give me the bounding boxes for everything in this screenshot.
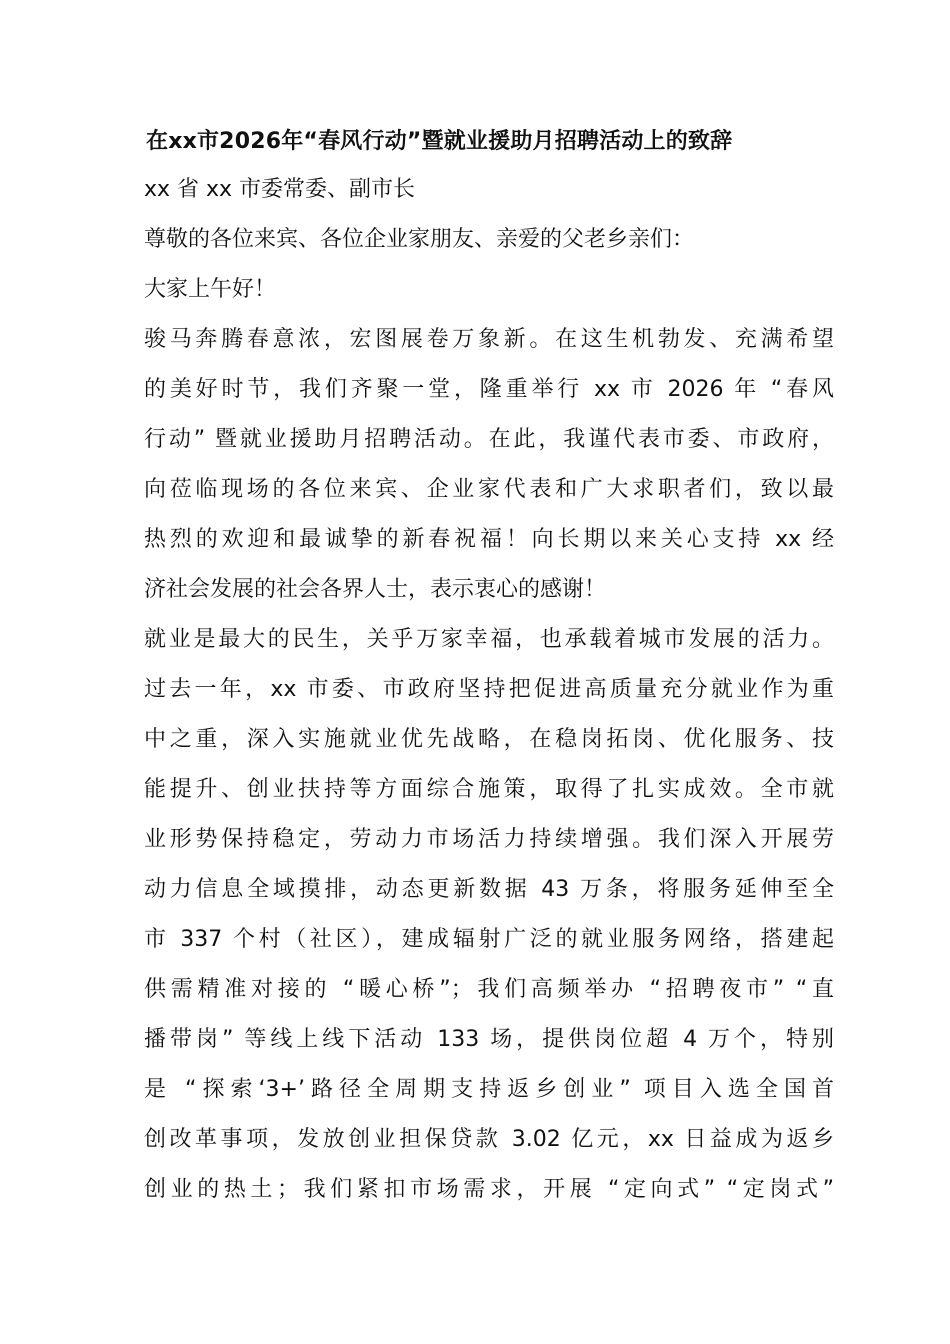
body-line: 创业的热土；我们紧扣市场需求，开展 “定向式” “定岗式”	[144, 1177, 834, 1202]
body-line: 过去一年，xx 市委、市政府坚持把促进高质量充分就业作为重	[144, 677, 834, 702]
document-body	[144, 165, 834, 1215]
body-line: 热烈的欢迎和最诚挚的新春祝福！向长期以来关心支持 xx 经	[144, 527, 834, 552]
body-line: 尊敬的各位来宾、各位企业家朋友、亲爱的父老乡亲们：	[144, 227, 695, 252]
body-line: 就业是最大的民生，关乎万家幸福，也承载着城市发展的活力。	[144, 627, 834, 652]
body-line: 的美好时节，我们齐聚一堂，隆重举行 xx 市 2026 年 “春风	[144, 377, 834, 402]
body-line: 济社会发展的社会各界人士，表示衷心的感谢！	[144, 577, 607, 602]
body-line: 中之重，深入实施就业优先战略，在稳岗拓岗、优化服务、技	[144, 727, 834, 752]
body-line: xx 省 xx 市委常委、副市长	[144, 177, 416, 202]
body-line: 动力信息全域摸排，动态更新数据 43 万条，将服务延伸至全	[144, 877, 834, 902]
body-line: 播带岗” 等线上线下活动 133 场，提供岗位超 4 万个，特别	[144, 1027, 834, 1052]
body-line: 能提升、创业扶持等方面综合施策，取得了扎实成效。全市就	[144, 777, 834, 802]
body-line: 骏马奔腾春意浓，宏图展卷万象新。在这生机勃发、充满希望	[144, 327, 834, 352]
body-line: 创改革事项，发放创业担保贷款 3.02 亿元，xx 日益成为返乡	[144, 1127, 834, 1152]
body-line: 大家上午好！	[144, 277, 277, 302]
body-line: 向莅临现场的各位来宾、企业家代表和广大求职者们，致以最	[144, 477, 834, 502]
body-line: 供需精准对接的 “暖心桥”；我们高频举办 “招聘夜市” “直	[144, 977, 834, 1002]
body-line: 市 337 个村（社区），建成辐射广泛的就业服务网络，搭建起	[144, 927, 834, 952]
body-line: 是 “探索‘3+’路径全周期支持返乡创业” 项目入选全国首	[144, 1077, 834, 1102]
body-line: 业形势保持稳定，劳动力市场活力持续增强。我们深入开展劳	[144, 827, 834, 852]
body-line: 行动” 暨就业援助月招聘活动。在此，我谨代表市委、市政府，	[144, 427, 834, 452]
document-title: 在xx市2026年“春风行动”暨就业援助月招聘活动上的致辞	[146, 129, 733, 154]
